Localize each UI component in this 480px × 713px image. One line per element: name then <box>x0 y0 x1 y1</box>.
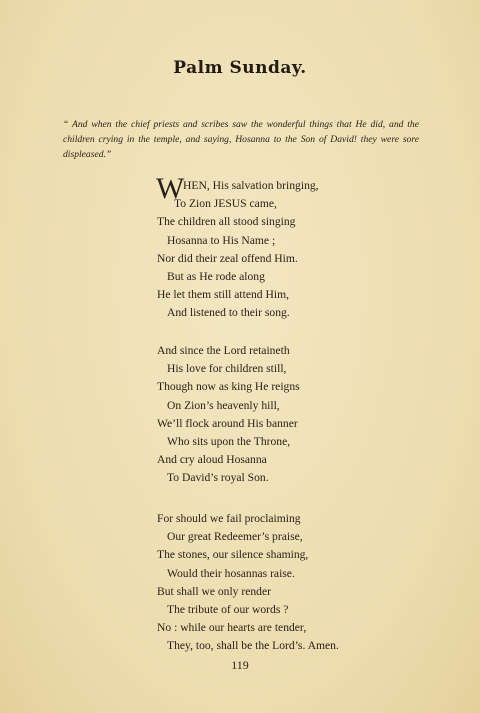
poem-line: And listened to their song. <box>167 306 290 320</box>
poem-line: No : while our hearts are tender, <box>157 621 307 635</box>
drop-cap: W <box>156 172 185 205</box>
poem-line: Hosanna to His Name ; <box>167 233 276 247</box>
poem-line: The tribute of our words ? <box>167 602 289 616</box>
epigraph: “ And when the chief priests and scribes saw the wonderful things that He did, and the children crying in the temple, and saying, Hosanna to the Son of David! they were sore displeased.” <box>63 119 419 160</box>
poem-line: The children all stood singing <box>157 215 296 229</box>
poem-line: His love for children still, <box>167 362 287 376</box>
page-number: 119 <box>231 658 249 672</box>
poem-line: They, too, shall be the Lord’s. Amen. <box>167 639 339 653</box>
stanza-2 <box>157 342 417 488</box>
poem-line: To David’s royal Son. <box>167 471 269 485</box>
page-title: Palm Sunday. <box>173 58 307 78</box>
poem-line: To Zion JESUS came, <box>174 197 277 211</box>
poem-line: He let them still attend Him, <box>157 288 290 302</box>
poem-line: And cry aloud Hosanna <box>157 453 267 467</box>
poem-line: Would their hosannas raise. <box>167 566 295 580</box>
poem-line: The stones, our silence shaming, <box>157 548 309 562</box>
poem-line: For should we fail proclaiming <box>157 512 301 525</box>
poem-line: Nor did their zeal offend Him. <box>157 251 298 265</box>
poem-line: But shall we only render <box>157 584 271 598</box>
stanza-1 <box>157 177 417 323</box>
poem-line: On Zion’s heavenly hill, <box>167 398 280 412</box>
poem-line: We’ll flock around His banner <box>157 416 298 430</box>
poem-line: And since the Lord retaineth <box>157 344 290 357</box>
poem-line: Our great Redeemer’s praise, <box>167 530 303 544</box>
poem-line: Though now as king He reigns <box>157 380 300 394</box>
poem-line: But as He rode along <box>167 269 265 283</box>
poem-line: HEN, His salvation bringing, <box>183 179 319 192</box>
stanza-3 <box>157 510 417 656</box>
poem-line: Who sits upon the Throne, <box>167 434 291 448</box>
